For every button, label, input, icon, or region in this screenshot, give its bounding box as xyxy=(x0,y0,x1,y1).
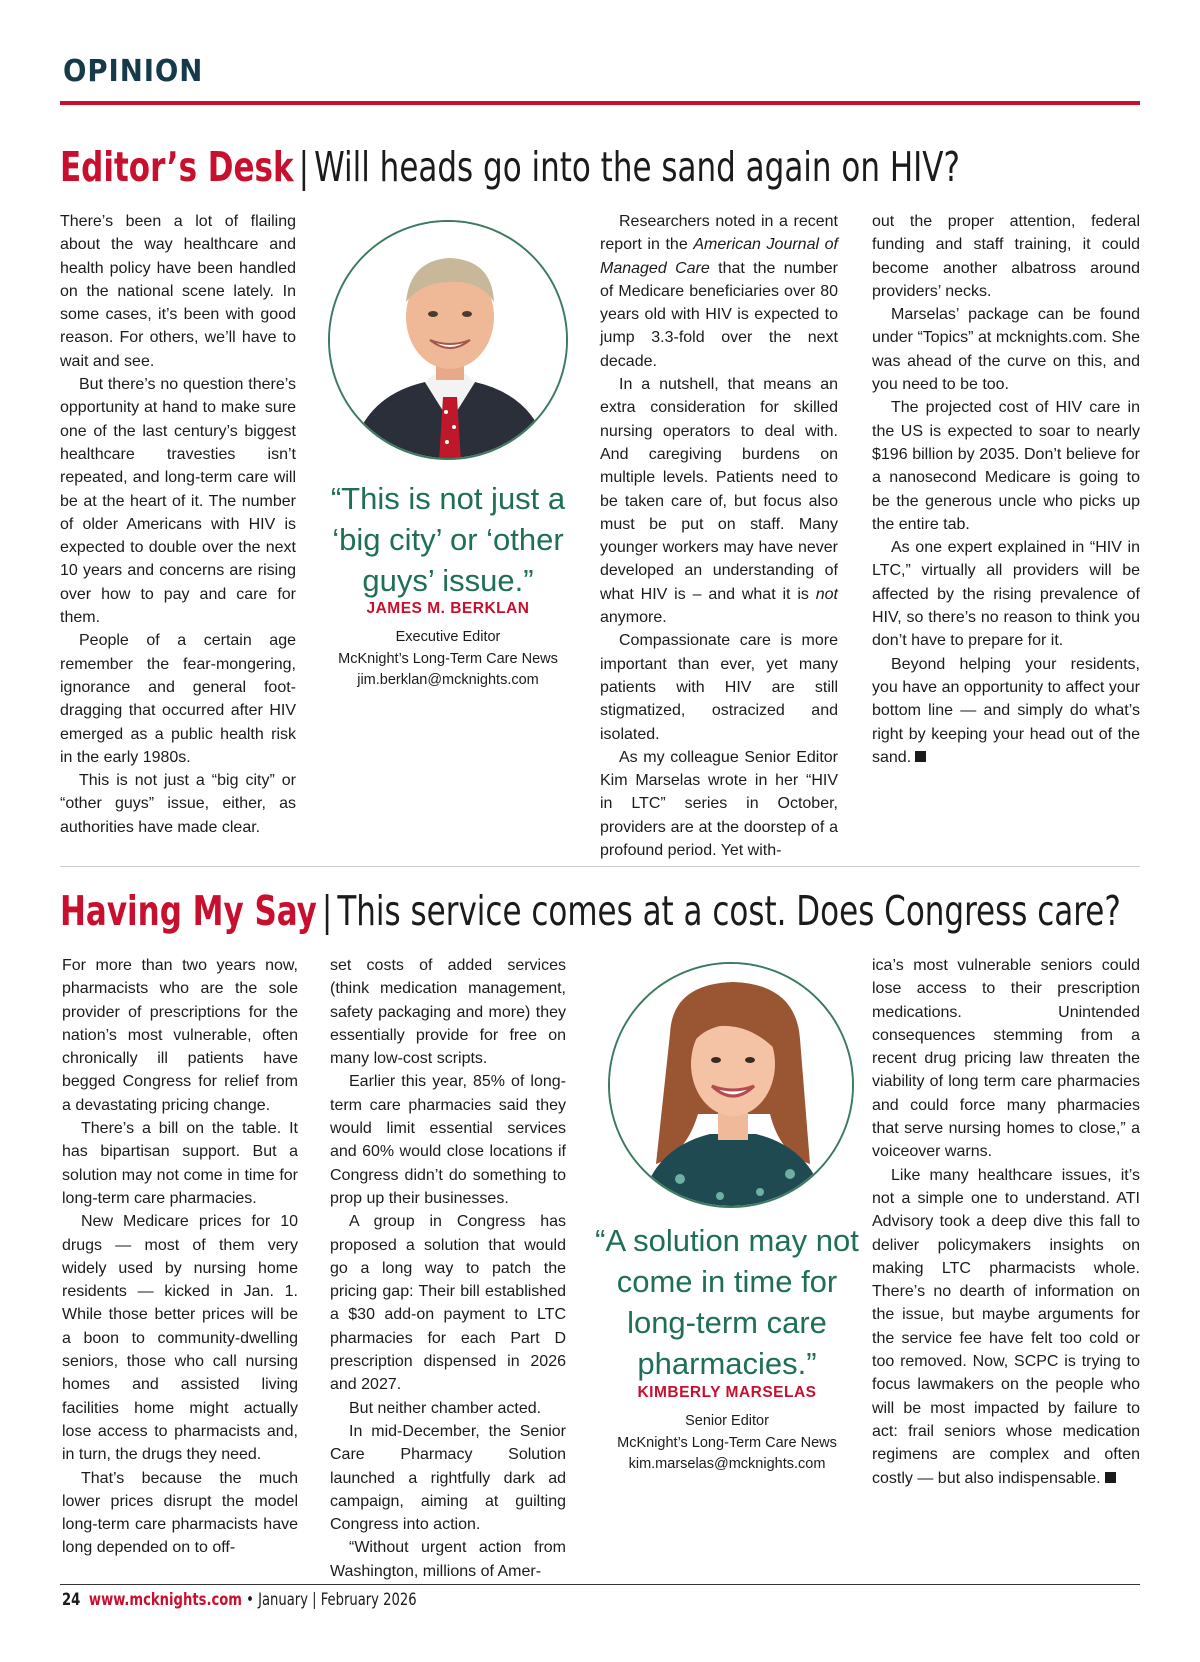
woman-illustration-icon xyxy=(610,964,854,1208)
text-run: In a nutshell, that means an extra consideration for skilled nursing operators to deal with. And caregiving burdens on multiple levels. Patients need to be taken care of, but focus also must be put on staff. Many younger workers may have never developed an understanding of what HIV is – and what it is xyxy=(600,376,838,603)
paragraph: New Medicare prices for 10 drugs — most of them very widely used by nursing home residents — kicked in Jan. 1. While those better prices will be a boon to community-dwelling seniors, those who call nursing homes and assisted living facilities home might actually lose access to pharmacists and, in turn, the drugs they need. xyxy=(62,1213,298,1464)
paragraph: But neither chamber acted. xyxy=(349,1399,542,1417)
paragraph: People of a certain age remember the fear-mongering, ignorance and general foot-dragging that occurred after HIV emerged as a public health risk in the early 1980s. xyxy=(60,632,296,766)
article2-column-1 xyxy=(62,954,298,1560)
page-footer xyxy=(62,1590,417,1610)
article1-author-name: JAMES M. BERKLAN xyxy=(366,600,530,617)
article2-author-meta xyxy=(592,1411,862,1476)
author-outlet: McKnight’s Long-Term Care News xyxy=(617,1434,837,1451)
site-url[interactable]: www.mcknights.com xyxy=(88,1590,242,1610)
article2-headline xyxy=(60,886,1121,936)
footer-bullet: • xyxy=(246,1590,254,1610)
paragraph: “Without urgent action from Washington, millions of Amer- xyxy=(330,1539,566,1580)
article2-column-2 xyxy=(330,954,566,1583)
paragraph: This is not just a “big city” or “other guys” issue, either, as authorities have made clear. xyxy=(60,772,296,836)
end-mark-icon xyxy=(915,751,926,762)
paragraph: But there’s no question there’s opportunity at hand to make sure one of the last century’s biggest healthcare travesties isn’t repeated, and long-term care will be at the heart of it. The number of older Americans with HIV is expected to double over the next 10 years and concerns are rising over how to pay and care for them. xyxy=(60,376,296,627)
author-portrait-berklan xyxy=(328,220,568,460)
text-run: that the number of Medicare beneficiaries over 80 years old with HIV is expected to jump 3.3-fold over the next decade. xyxy=(600,259,839,370)
article2-separator: | xyxy=(321,887,333,935)
author-email[interactable]: jim.berklan@mcknights.com xyxy=(357,672,539,688)
text-run: Like many healthcare issues, it’s not a simple one to understand. ATI Advisory took a deep dive this fall to deliver policymakers insights on making LTC pharmacists whole. There’s no dearth of information on the issue, but maybe arguments for the service fee have felt too cold or too removed. Now, SCPC is trying to focus lawmakers on the people who will be most impacted by failure to act: frail seniors whose medication regimens are complex and often costly — but also indispensable. xyxy=(872,1166,1140,1487)
article2-column-4 xyxy=(872,954,1140,1490)
man-illustration-icon xyxy=(330,222,568,460)
paragraph: As one expert explained in “HIV in LTC,” virtually all providers will be affected by the rising prevalence of HIV, so there’s no reason to think you don’t have to prepare for it. xyxy=(872,539,1140,650)
article1-title: Will heads go into the sand again on HIV? xyxy=(314,143,960,191)
paragraph: There’s been a lot of flailing about the way healthcare and health policy have been handled on the national scene lately. In some cases, it’s been with good reason. For others, we’ll have to wait and see. xyxy=(60,213,296,370)
paragraph: In mid-December, the Senior Care Pharmacy Solution launched a rightfully dark ad campaign, aiming at guilting Congress into action. xyxy=(330,1422,566,1534)
text-run: Researchers noted in a recent report in the xyxy=(600,213,838,254)
article1-headline xyxy=(60,142,960,192)
paragraph: That’s because the much lower prices disrupt the model long-term care pharmacists have long depended on to off- xyxy=(62,1469,298,1557)
paragraph: There’s a bill on the table. It has bipartisan support. But a solution may not come in time for long-term care pharmacies. xyxy=(62,1120,298,1207)
author-outlet: McKnight’s Long-Term Care News xyxy=(338,650,558,667)
article1-author-meta xyxy=(326,627,570,692)
article2-author-name: KIMBERLY MARSELAS xyxy=(637,1384,817,1401)
paragraph: The projected cost of HIV care in the US is expected to soar to nearly $196 billion by 2035. Don’t believe for a nanosecond Medicare is going to be the generous uncle who picks up the entire tab. xyxy=(872,399,1140,533)
section-label: OPINION xyxy=(63,54,204,89)
article2-kicker: Having My Say xyxy=(60,887,317,935)
journal-title: American Journal of Managed Care xyxy=(600,236,838,277)
footer-rule xyxy=(60,1584,1140,1585)
paragraph: Earlier this year, 85% of long-term care pharmacies said they would limit essential services and 60% would close locations if Congress didn’t do something to prop up their businesses. xyxy=(330,1073,566,1207)
paragraph: out the proper attention, federal funding and staff training, it could become another albatross around providers’ necks. xyxy=(872,213,1140,300)
article2-title: This service comes at a cost. Does Congress care? xyxy=(337,887,1121,935)
issue-date: January | February 2026 xyxy=(258,1590,417,1610)
article-divider xyxy=(60,866,1140,867)
article1-column-1 xyxy=(60,210,296,839)
end-mark-icon xyxy=(1105,1472,1116,1483)
paragraph: set costs of added services (think medication management, safety packaging and more) they essentially provide for free on many low-cost scripts. xyxy=(330,957,566,1068)
paragraph: ica’s most vulnerable seniors could lose access to their prescription medications. Unintended consequences stemming from a recent drug pricing law threaten the viability of long term care pharmacies and could force many pharmacies that serve nursing homes to close,” a voiceover warns. xyxy=(872,957,1140,1161)
emphasis: not xyxy=(815,585,838,603)
article1-pullquote: “This is not just a ‘big city’ or ‘other guys’ issue.” xyxy=(330,481,566,598)
paragraph xyxy=(600,210,838,373)
article1-kicker: Editor’s Desk xyxy=(60,143,294,191)
paragraph: Compassionate care is more important than ever, yet many patients with HIV are still stigmatized, ostracized and isolated. xyxy=(600,632,838,743)
section-rule xyxy=(60,101,1140,105)
paragraph xyxy=(872,1164,1140,1490)
paragraph xyxy=(600,373,838,629)
article1-separator: | xyxy=(298,143,310,191)
paragraph: Marselas’ package can be found under “Topics” at mcknights.com. She was ahead of the curve on this, and you need to be too. xyxy=(872,306,1140,394)
article1-column-4 xyxy=(872,210,1140,769)
paragraph: As my colleague Senior Editor Kim Marselas wrote in her “HIV in LTC” series in October, providers are at the doorstep of a profound period. Yet with- xyxy=(600,748,838,860)
paragraph: A group in Congress has proposed a solution that would go a long way to patch the pricing gap: Their bill established a $30 add-on payment to LTC pharmacies for each Part D prescription dispensed in 2026 and 2027. xyxy=(330,1213,566,1394)
paragraph xyxy=(872,653,1140,769)
article2-pullquote: “A solution may not come in time for long-term care pharmacies.” xyxy=(595,1223,859,1381)
author-role: Executive Editor xyxy=(395,629,501,645)
text-run: anymore. xyxy=(600,609,667,627)
text-run: Beyond helping your residents, you have an opportunity to affect your bottom line — and simply do what’s right by keeping your head out of the sand. xyxy=(872,655,1140,766)
article1-column-3 xyxy=(600,210,838,862)
author-role: Senior Editor xyxy=(685,1413,769,1429)
page-number: 24 xyxy=(62,1590,81,1610)
author-portrait-marselas xyxy=(608,962,854,1208)
paragraph: For more than two years now, pharmacists who are the sole provider of prescriptions for the nation’s most vulnerable, often chronically ill patients have begged Congress for relief from a devastating pricing change. xyxy=(62,957,298,1114)
author-email[interactable]: kim.marselas@mcknights.com xyxy=(628,1456,826,1472)
